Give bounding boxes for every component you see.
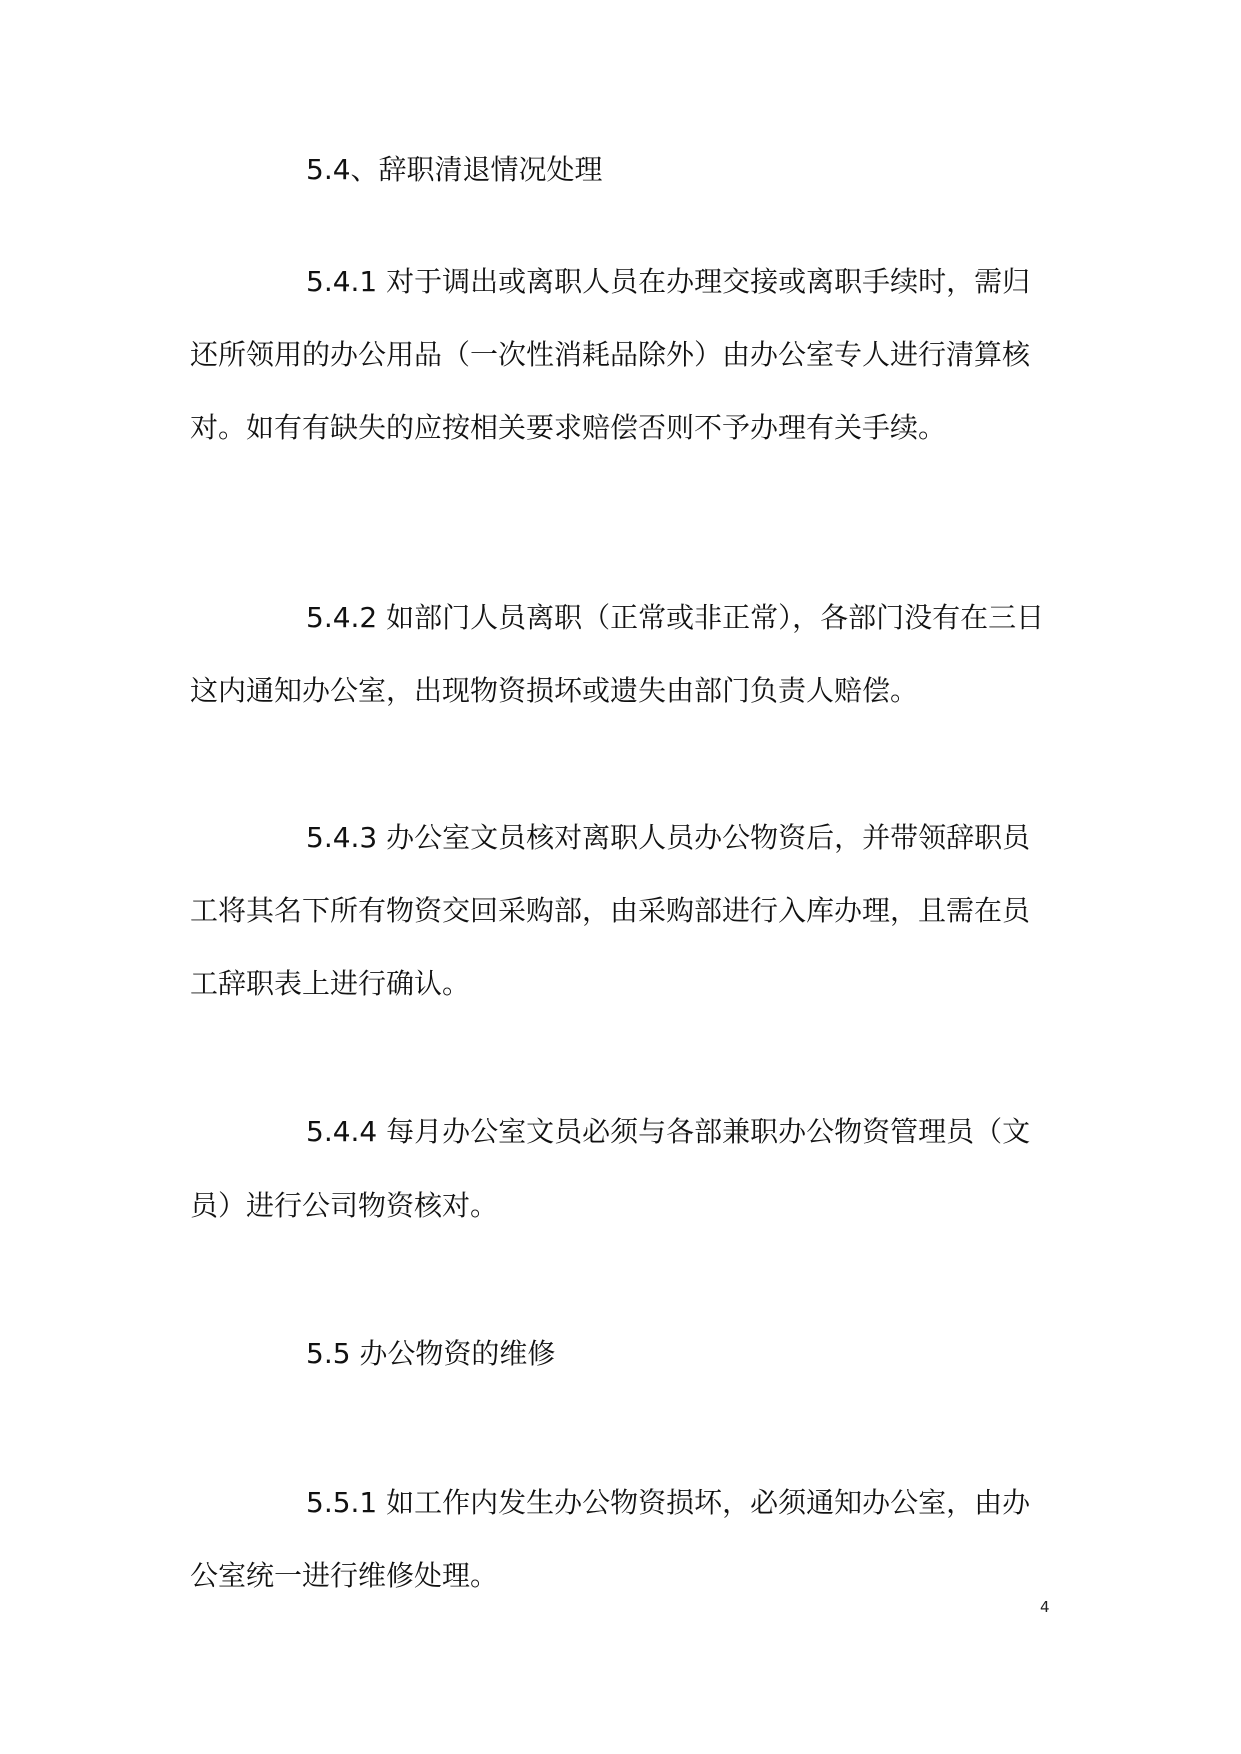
paragraph-5-4-4-line-2: 员）进行公司物资核对。 (190, 1189, 499, 1222)
section-heading-5-4: 5.4、辞职清退情况处理 (306, 153, 603, 186)
paragraph-5-4-1-line-2: 还所领用的办公用品（一次性消耗品除外）由办公室专人进行清算核 (190, 338, 1031, 371)
paragraph-5-4-3-line-2: 工将其名下所有物资交回采购部，由采购部进行入库办理，且需在员 (190, 894, 1031, 927)
paragraph-5-4-4-line-1: 5.4.4 每月办公室文员必须与各部兼职办公物资管理员（文 (306, 1115, 1031, 1148)
paragraph-5-5-1-line-2: 公室统一进行维修处理。 (190, 1559, 499, 1592)
paragraph-5-4-1-line-3: 对。如有有缺失的应按相关要求赔偿否则不予办理有关手续。 (190, 411, 947, 444)
paragraph-5-4-1-line-1: 5.4.1 对于调出或离职人员在办理交接或离职手续时，需归 (306, 265, 1031, 298)
paragraph-5-4-3-line-3: 工辞职表上进行确认。 (190, 967, 471, 1000)
paragraph-5-4-2-line-1: 5.4.2 如部门人员离职（正常或非正常），各部门没有在三日 (306, 601, 1045, 634)
paragraph-5-4-3-line-1: 5.4.3 办公室文员核对离职人员办公物资后，并带领辞职员 (306, 821, 1031, 854)
paragraph-5-4-2-line-2: 这内通知办公室，出现物资损坏或遗失由部门负责人赔偿。 (190, 674, 919, 707)
page-number: 4 (1040, 1598, 1050, 1616)
section-heading-5-5: 5.5 办公物资的维修 (306, 1337, 556, 1370)
paragraph-5-5-1-line-1: 5.5.1 如工作内发生办公物资损坏，必须通知办公室，由办 (306, 1486, 1031, 1519)
